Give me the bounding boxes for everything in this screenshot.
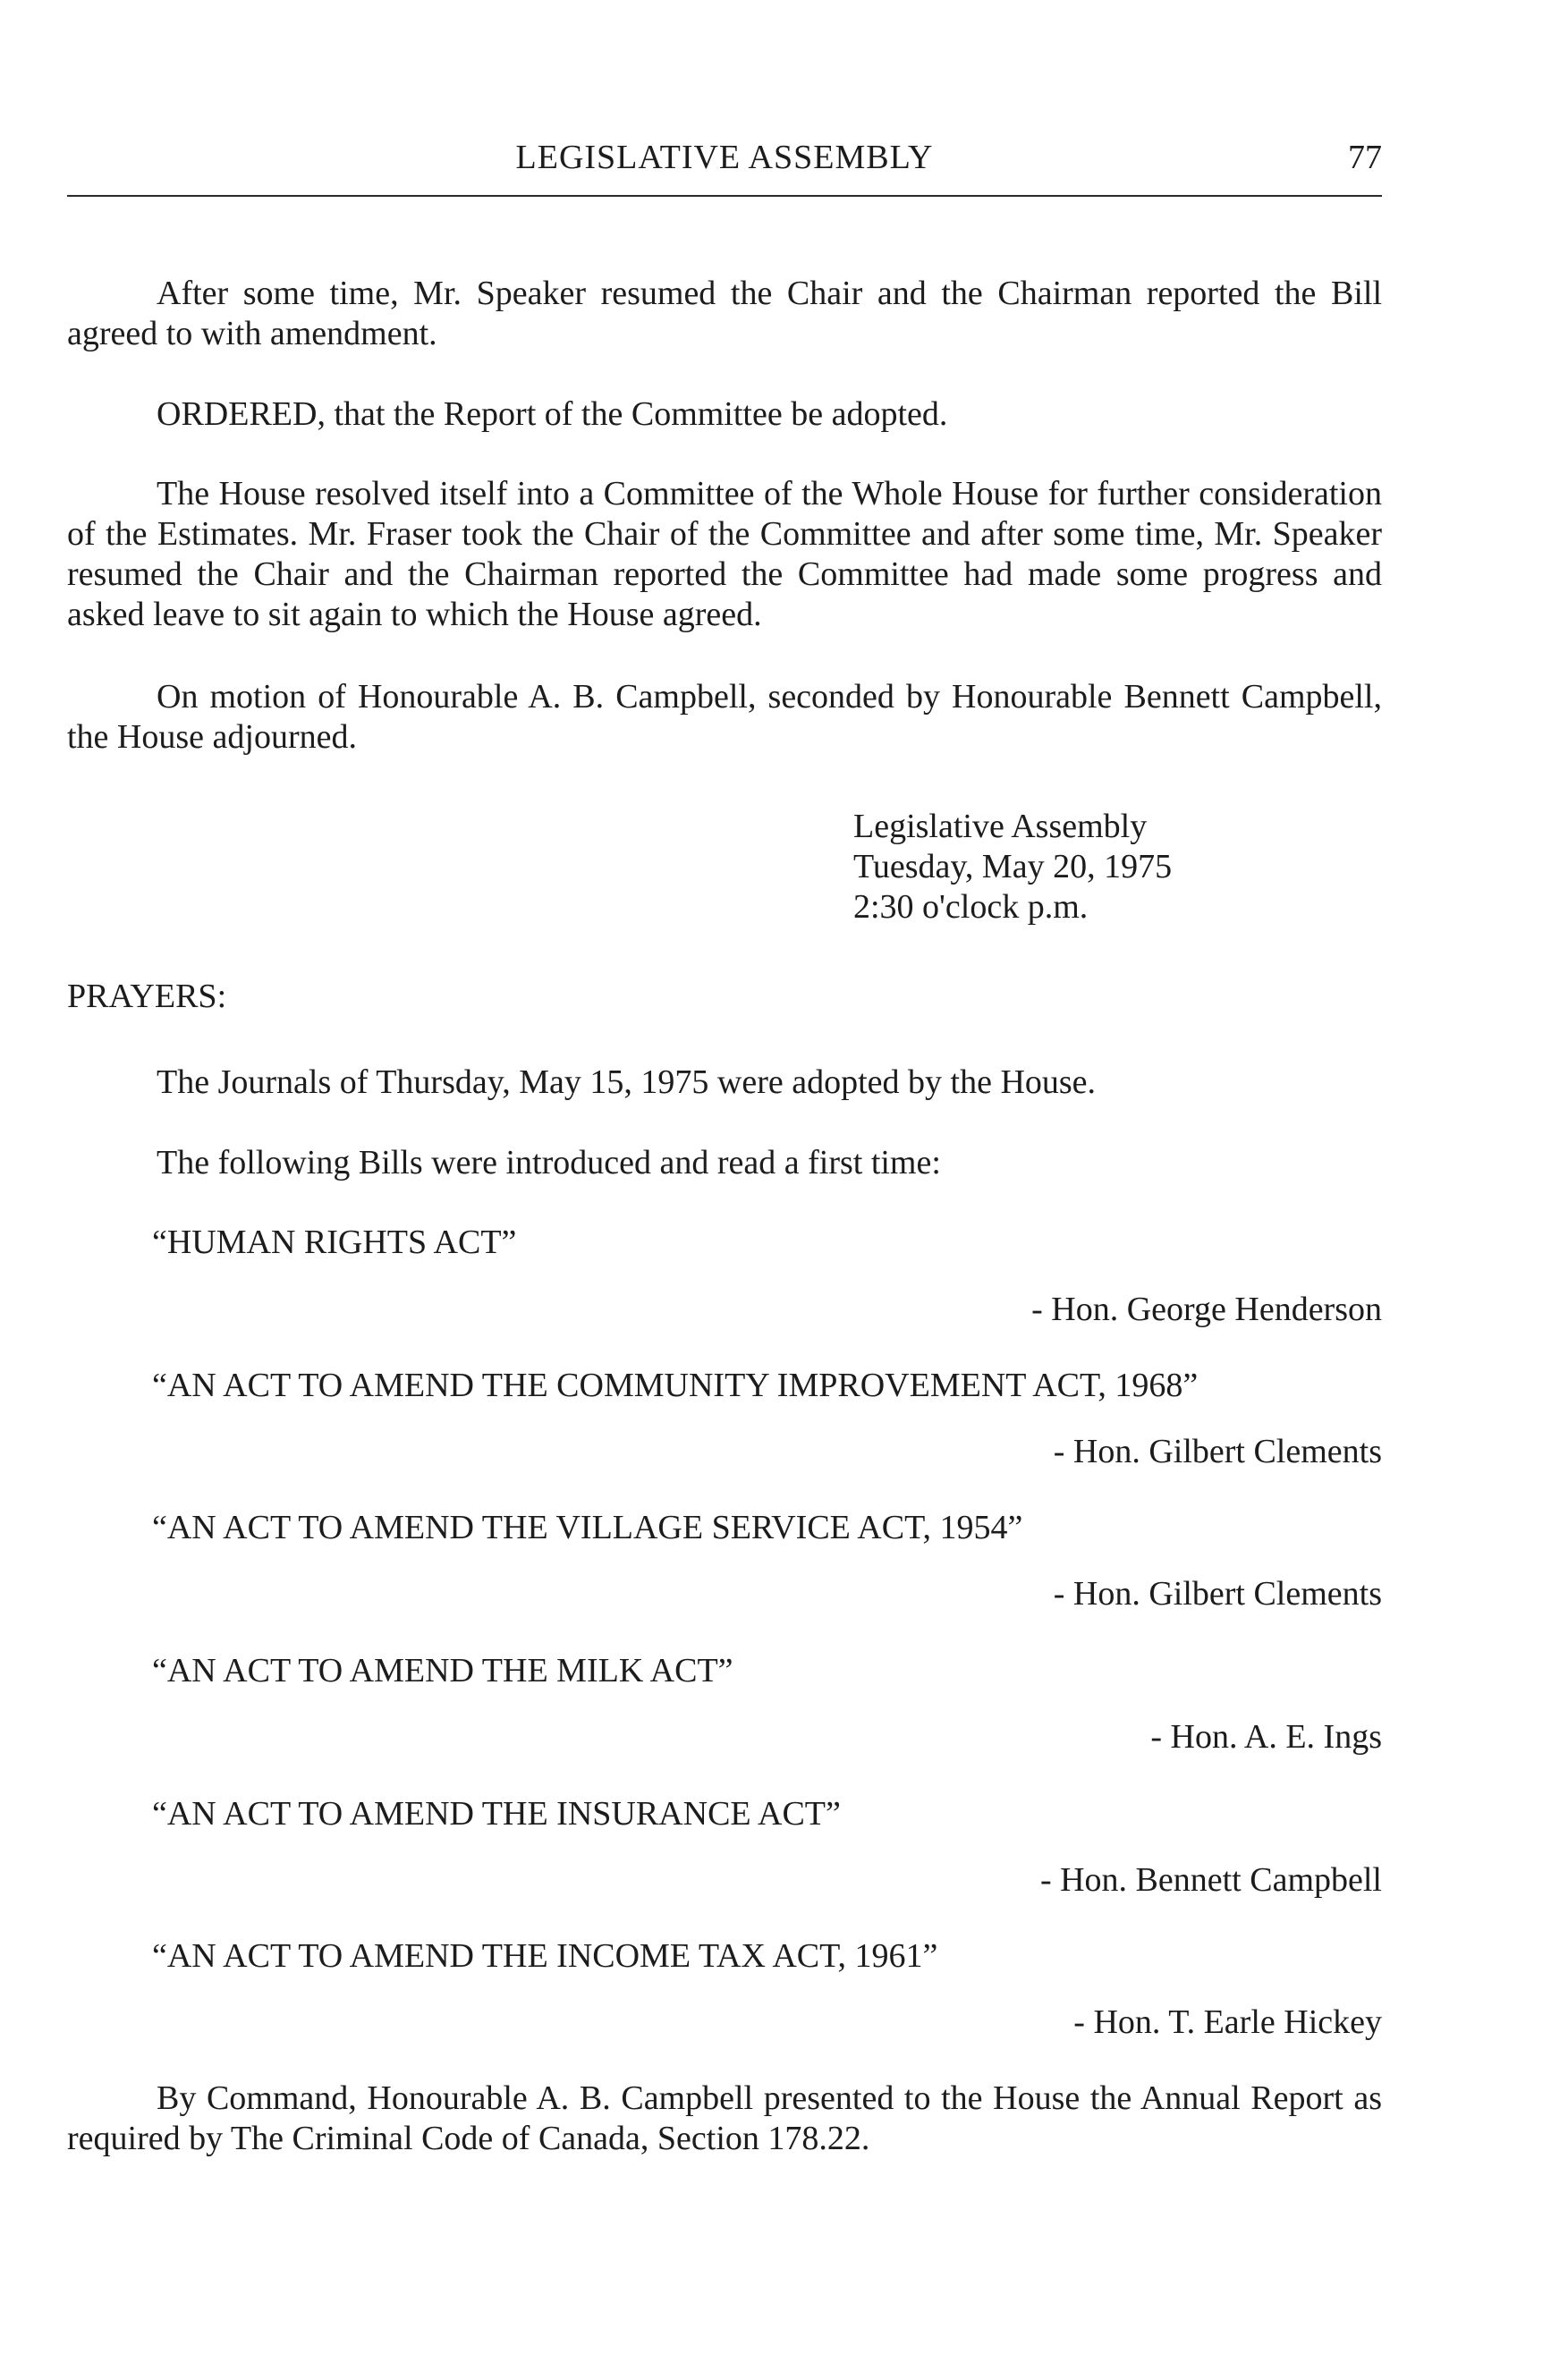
sitting-time: 2:30 o'clock p.m. bbox=[853, 888, 1089, 926]
paragraph-annual-report: By Command, Honourable A. B. Campbell presented to the House the Annual Report as required by The Criminal Code of Canada, Section 178.22. bbox=[67, 2079, 1382, 2157]
running-title: LEGISLATIVE ASSEMBLY bbox=[515, 139, 934, 176]
bill-sponsor: - Hon. Bennett Campbell bbox=[1039, 1861, 1382, 1899]
bill-title: “AN ACT TO AMEND THE VILLAGE SERVICE ACT, 1954” bbox=[152, 1509, 1023, 1546]
page-header bbox=[67, 132, 1382, 197]
bill-sponsor: - Hon. T. Earle Hickey bbox=[1073, 2003, 1382, 2041]
bill-sponsor: - Hon. George Henderson bbox=[1031, 1291, 1382, 1328]
sitting-date: Tuesday, May 20, 1975 bbox=[853, 848, 1173, 885]
journals-adopted: The Journals of Thursday, May 15, 1975 were adopted by the House. bbox=[157, 1063, 1097, 1101]
paragraph-bill-reported: After some time, Mr. Speaker resumed the Chair and the Chairman reported the Bill agreed to with amendment. bbox=[67, 275, 1382, 352]
bill-sponsor: - Hon. Gilbert Clements bbox=[1053, 1433, 1382, 1470]
bill-title: “AN ACT TO AMEND THE INCOME TAX ACT, 1961” bbox=[152, 1937, 938, 1975]
page-number: 77 bbox=[1348, 139, 1382, 176]
sitting-heading bbox=[853, 807, 1172, 927]
paragraph-committee-estimates: The House resolved itself into a Committee of the Whole House for further consideration of the Estimates. Mr. Fraser took the Chair of the Committee and after some time, Mr. Speaker resumed the Chair and the Chairman reported the Committee had made some progress and asked leave to sit again to which the House agreed. bbox=[67, 475, 1382, 633]
paragraph-report-ordered: ORDERED, that the Report of the Committee be adopted. bbox=[157, 395, 948, 433]
bill-sponsor: - Hon. Gilbert Clements bbox=[1053, 1575, 1382, 1613]
bills-intro: The following Bills were introduced and read a first time: bbox=[157, 1144, 941, 1181]
prayers-heading: PRAYERS: bbox=[67, 978, 227, 1015]
bill-title: “AN ACT TO AMEND THE COMMUNITY IMPROVEMENT ACT, 1968” bbox=[152, 1367, 1199, 1404]
sitting-place: Legislative Assembly bbox=[853, 808, 1148, 845]
bill-title: “AN ACT TO AMEND THE MILK ACT” bbox=[152, 1652, 733, 1689]
paragraph-adjourned: On motion of Honourable A. B. Campbell, seconded by Honourable Bennett Campbell, the House adjourned. bbox=[67, 678, 1382, 756]
bill-title: “HUMAN RIGHTS ACT” bbox=[152, 1224, 517, 1261]
bill-sponsor: - Hon. A. E. Ings bbox=[1150, 1718, 1382, 1756]
bill-title: “AN ACT TO AMEND THE INSURANCE ACT” bbox=[152, 1795, 841, 1833]
